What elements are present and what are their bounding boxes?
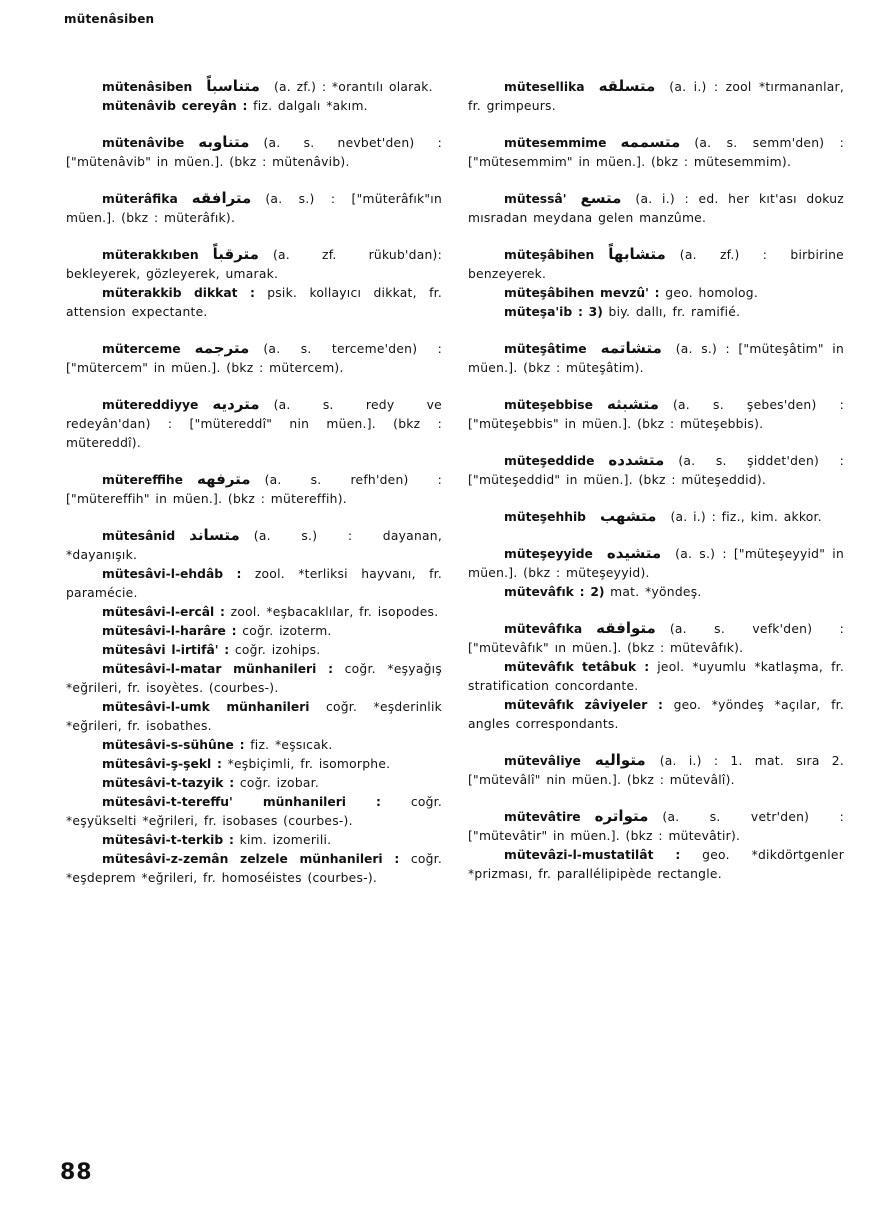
entry-definition: coğr. izoterm. (242, 624, 332, 638)
entry-definition: geo. *yöndeş *açılar, fr. angles correspondants. (468, 698, 844, 731)
entry-arabic-script: متناوبه (198, 133, 250, 151)
entry-headword: müterakkib dikkat : (102, 286, 255, 300)
entry-headword: müteşâtime (504, 342, 587, 356)
entry-arabic-script: متسلقه (598, 77, 656, 95)
dictionary-entry (468, 658, 844, 696)
entry-definition: geo. *dikdörtgenler *prizması, fr. parallélipipède rectangle. (468, 848, 844, 881)
entry-definition: (a. i.) : ed. her kıt'ası dokuz mısradan meydana gelen manzûme. (468, 192, 844, 225)
entry-headword: mütesâvi-l-harâre : (102, 624, 237, 638)
entry-definition: (a. s. vefk'den) : ["mütevâfık" ın müen.]. (bkz : mütevâfık). (468, 622, 844, 655)
entry-definition: coğr. *eşdeprem *eğrileri, fr. homoséistes (courbes-). (66, 852, 442, 885)
entry-definition: coğr. *eşderinlik *eğrileri, fr. isobathes. (66, 700, 443, 733)
entry-arabic-script: مترقباً (212, 245, 259, 263)
entry-headword: mütesânid (102, 529, 176, 543)
dictionary-entry (468, 133, 844, 172)
entry-definition: (a. s. vetr'den) : ["mütevâtir" in müen.]. (bkz : mütevâtir). (468, 810, 844, 843)
entry-arabic-script: مترفهه (197, 470, 251, 488)
entry-definition: mat. *yöndeş. (610, 585, 702, 599)
dictionary-entry (66, 470, 442, 509)
entry-definition: (a. s. nevbet'den) : ["mütenâvib" in müen.]. (bkz : mütenâvib). (66, 136, 442, 169)
entry-headword: mütesâvi l-irtifâ' : (102, 643, 230, 657)
entry-headword: mütessâ' (504, 192, 567, 206)
entry-headword: mütesâvi-t-terkib : (102, 833, 234, 847)
dictionary-entry (468, 846, 844, 884)
dictionary-entry (66, 793, 442, 831)
entry-definition: zool. *terliksi hayvanı, fr. paramécie. (66, 567, 442, 600)
dictionary-entry (66, 736, 442, 755)
left-column (66, 60, 442, 888)
entry-definition: (a. s. şebes'den) : ["müteşebbis" in müen.]. (bkz : müteşebbis). (468, 398, 844, 431)
entry-arabic-script: متسع (580, 189, 622, 207)
dictionary-entry (66, 603, 442, 622)
entry-definition: coğr. *eşyağış *eğrileri, fr. isoyètes. (courbes-). (66, 662, 442, 695)
entry-arabic-script: متشدده (608, 451, 665, 469)
entry-definition: zool. *eşbacaklılar, fr. isopodes. (230, 605, 439, 619)
dictionary-entry (66, 189, 442, 228)
entry-definition: (a. zf. rükub'dan): bekleyerek, gözleyerek, umarak. (66, 248, 442, 281)
entry-headword: mütevâfık tetâbuk : (504, 660, 650, 674)
entry-definition: coğr. izobar. (239, 776, 319, 790)
entry-arabic-script: متواتره (594, 807, 649, 825)
dictionary-entry (66, 395, 442, 453)
dictionary-entry (468, 751, 844, 790)
entry-definition: (a. zf.) : birbirine benzeyerek. (468, 248, 844, 281)
entry-arabic-script: متردیه (212, 395, 260, 413)
dictionary-entry (468, 583, 844, 602)
dictionary-entry (468, 696, 844, 734)
entry-headword: mütesemmime (504, 136, 607, 150)
entry-headword: mütesâvi-z-zemân zelzele münhanileri : (102, 852, 400, 866)
dictionary-entry (66, 774, 442, 793)
entry-headword: mütenâvib cereyân : (102, 99, 248, 113)
entry-headword: mütenâvibe (102, 136, 185, 150)
entry-headword: mütevâzi-l-mustatilât : (504, 848, 681, 862)
entry-headword: mütesâvi-ş-şekl : (102, 757, 222, 771)
dictionary-entry (468, 544, 844, 583)
entry-headword: mütevâfıka (504, 622, 583, 636)
entry-definition: (a. i.) : fiz., kim. akkor. (670, 510, 822, 524)
entry-headword: müteşâbihen mevzû' : (504, 286, 660, 300)
dictionary-entry (66, 660, 442, 698)
dictionary-entry (468, 245, 844, 284)
entry-definition: jeol. *uyumlu *katlaşma, fr. stratification concordante. (468, 660, 844, 693)
entry-arabic-script: متوالیه (594, 751, 646, 769)
entry-definition: (a. s.) : ["müteşâtim" in müen.]. (bkz : müteşâtim). (468, 342, 844, 375)
dictionary-entry (468, 619, 844, 658)
dictionary-entry (66, 339, 442, 378)
entry-arabic-script: متشهب (599, 507, 657, 525)
entry-definition: geo. homolog. (665, 286, 759, 300)
entry-arabic-script: متشیده (606, 544, 662, 562)
entry-definition: coğr. *eşyükselti *eğrileri, fr. isobases (courbes-). (66, 795, 442, 828)
entry-definition: (a. s. semm'den) : ["mütesemmim" in müen.]. (bkz : mütesemmim). (468, 136, 844, 169)
dictionary-entry (66, 698, 442, 736)
dictionary-entry (66, 526, 442, 565)
dictionary-entry (66, 755, 442, 774)
entry-definition: kim. izomerili. (239, 833, 332, 847)
entry-definition: (a. s. refh'den) : ["mütereffih" in müen.]. (bkz : mütereffih). (66, 473, 442, 506)
entry-headword: mütesâvi-s-sühûne : (102, 738, 245, 752)
entry-headword: müterakkıben (102, 248, 199, 262)
dictionary-entry (66, 133, 442, 172)
entry-arabic-script: متشبثه (606, 395, 659, 413)
dictionary-entry (468, 303, 844, 322)
entry-headword: mütesâvi-t-tereffu' münhanileri : (102, 795, 381, 809)
entry-headword: mütenâsiben (102, 80, 193, 94)
entry-arabic-script: مترافقه (191, 189, 252, 207)
entry-headword: mütesâvi-l-umk münhanileri (102, 700, 310, 714)
entry-headword: müteşâbihen (504, 248, 595, 262)
dictionary-entry (468, 507, 844, 527)
entry-definition: (a. s.) : dayanan, *dayanışık. (66, 529, 442, 562)
dictionary-entry (468, 395, 844, 434)
dictionary-entry (66, 565, 442, 603)
entry-headword: mütereffihe (102, 473, 183, 487)
entry-headword: müteşehhib (504, 510, 586, 524)
entry-definition: psik. kollayıcı dikkat, fr. attension expectante. (66, 286, 442, 319)
running-head: mütenâsiben (64, 12, 155, 26)
entry-headword: mütevâtire (504, 810, 581, 824)
dictionary-entry (468, 189, 844, 228)
entry-definition: *eşbiçimli, fr. isomorphe. (227, 757, 391, 771)
entry-headword: müterceme (102, 342, 181, 356)
entry-arabic-script: متسممه (620, 133, 681, 151)
page-number: 88 (60, 1160, 93, 1185)
dictionary-entry (468, 807, 844, 846)
entry-arabic-script: متشابهاً (608, 245, 666, 263)
entry-definition: (a. s. redy ve redeyân'dan) : ["mütereddî" nin müen.]. (bkz : mütereddî). (66, 398, 442, 450)
entry-headword: mütereddiyye (102, 398, 199, 412)
entry-headword: müteşeyyide (504, 547, 593, 561)
entry-definition: biy. dallı, fr. ramifié. (608, 305, 741, 319)
entry-headword: mütesâvi-l-ercâl : (102, 605, 225, 619)
dictionary-entry (468, 284, 844, 303)
dictionary-entry (66, 77, 442, 97)
dictionary-entry (66, 831, 442, 850)
entry-headword: mütesâvi-l-matar münhanileri : (102, 662, 333, 676)
entry-headword: müteşeddide (504, 454, 595, 468)
dictionary-entry (468, 451, 844, 490)
entry-arabic-script: متشاتمه (600, 339, 662, 357)
entry-headword: müterâfika (102, 192, 178, 206)
right-column (468, 60, 844, 884)
entry-definition: (a. s.) : ["müterâfık"ın müen.]. (bkz : müterâfık). (66, 192, 442, 225)
entry-definition: (a. s. şiddet'den) : ["müteşeddid" in müen.]. (bkz : müteşeddid). (468, 454, 844, 487)
dictionary-entry (66, 245, 442, 284)
entry-headword: mütesellika (504, 80, 585, 94)
entry-headword: mütesâvi-l-ehdâb : (102, 567, 242, 581)
entry-arabic-script: مترجمه (194, 339, 250, 357)
entry-headword: mütevâliye (504, 754, 581, 768)
entry-headword: müteşebbise (504, 398, 593, 412)
entry-definition: (a. s. terceme'den) : ["mütercem" in müen.]. (bkz : mütercem). (66, 342, 442, 375)
dictionary-entry (66, 284, 442, 322)
dictionary-entry (66, 850, 442, 888)
entry-arabic-script: متساند (189, 526, 240, 544)
entry-headword: müteşa'ib : 3) (504, 305, 603, 319)
entry-definition: coğr. izohips. (234, 643, 321, 657)
entry-arabic-script: متوافقه (596, 619, 656, 637)
dictionary-entry (468, 77, 844, 116)
entry-headword: mütevâfık zâviyeler : (504, 698, 663, 712)
entry-headword: mütesâvi-t-tazyik : (102, 776, 235, 790)
entry-definition: fiz. *eşsıcak. (250, 738, 333, 752)
entry-definition: fiz. dalgalı *akım. (253, 99, 368, 113)
dictionary-entry (66, 641, 442, 660)
entry-headword: mütevâfık : 2) (504, 585, 605, 599)
entry-definition: (a. zf.) : *orantılı olarak. (273, 80, 433, 94)
entry-arabic-script: متناسباً (206, 77, 260, 95)
entry-definition: (a. i.) : 1. mat. sıra 2. ["mütevâlî" nin müen.]. (bkz : mütevâlî). (468, 754, 844, 787)
dictionary-entry (66, 97, 442, 116)
dictionary-entry (468, 339, 844, 378)
entry-definition: (a. s.) : ["müteşeyyid" in müen.]. (bkz : müteşeyyid). (468, 547, 844, 580)
dictionary-entry (66, 622, 442, 641)
entry-definition: (a. i.) : zool *tırmananlar, fr. grimpeurs. (468, 80, 844, 113)
